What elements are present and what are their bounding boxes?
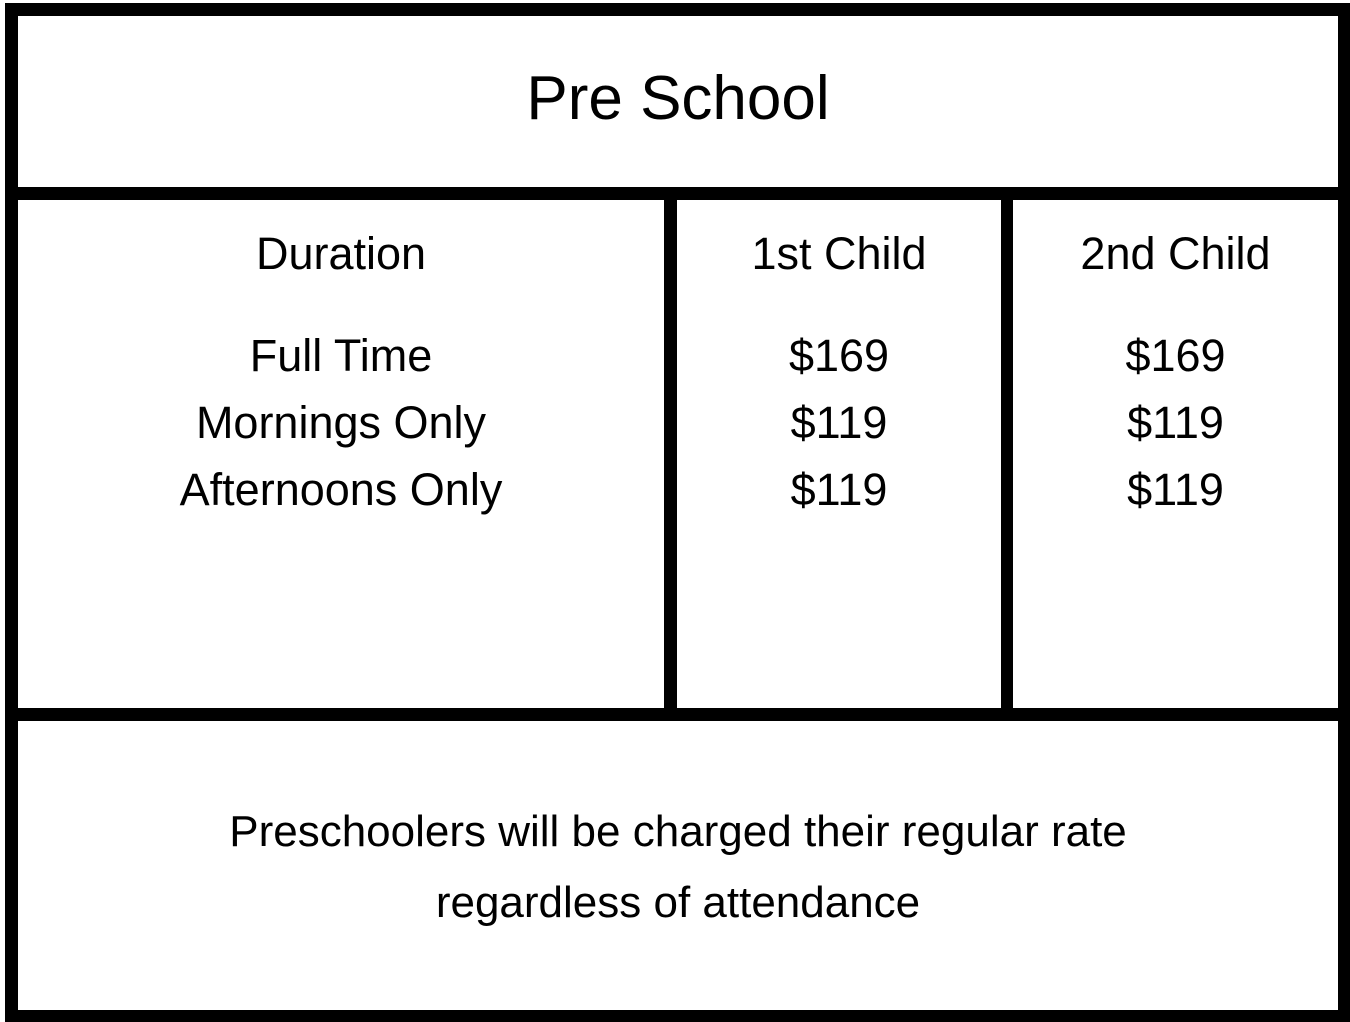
table-row-first-child-price: $169 (788, 330, 890, 381)
page-title: Pre School (526, 64, 830, 133)
table-row-second-child-price: $119 (1127, 464, 1224, 515)
column-divider-1 (664, 187, 677, 721)
note-line-1: Preschoolers will be charged their regular rate (229, 807, 1127, 856)
table-row-first-child-price: $119 (790, 464, 888, 515)
outer-border-top (5, 3, 1350, 16)
table-row-second-child-price: $119 (1127, 397, 1224, 448)
header-duration: Duration (255, 228, 427, 279)
table-row-second-child-price: $169 (1125, 330, 1226, 381)
title-divider (5, 187, 1350, 200)
duration-column (18, 322, 664, 523)
header-second-child: 2nd Child (1080, 228, 1271, 279)
note-line-2: regardless of attendance (435, 878, 921, 927)
header-first-child: 1st Child (751, 228, 927, 279)
table-row-first-child-price: $119 (790, 397, 888, 448)
table-row-duration: Afternoons Only (179, 464, 503, 515)
note-divider (5, 708, 1350, 721)
second-child-column (1013, 322, 1338, 523)
first-child-column (677, 322, 1001, 523)
attendance-note (18, 796, 1338, 938)
outer-border-bottom (5, 1010, 1350, 1022)
table-row-duration: Mornings Only (195, 397, 487, 448)
table-row-duration: Full Time (249, 330, 433, 381)
outer-border-left (5, 3, 18, 1022)
outer-border-right (1338, 3, 1350, 1022)
column-divider-2 (1001, 187, 1013, 721)
